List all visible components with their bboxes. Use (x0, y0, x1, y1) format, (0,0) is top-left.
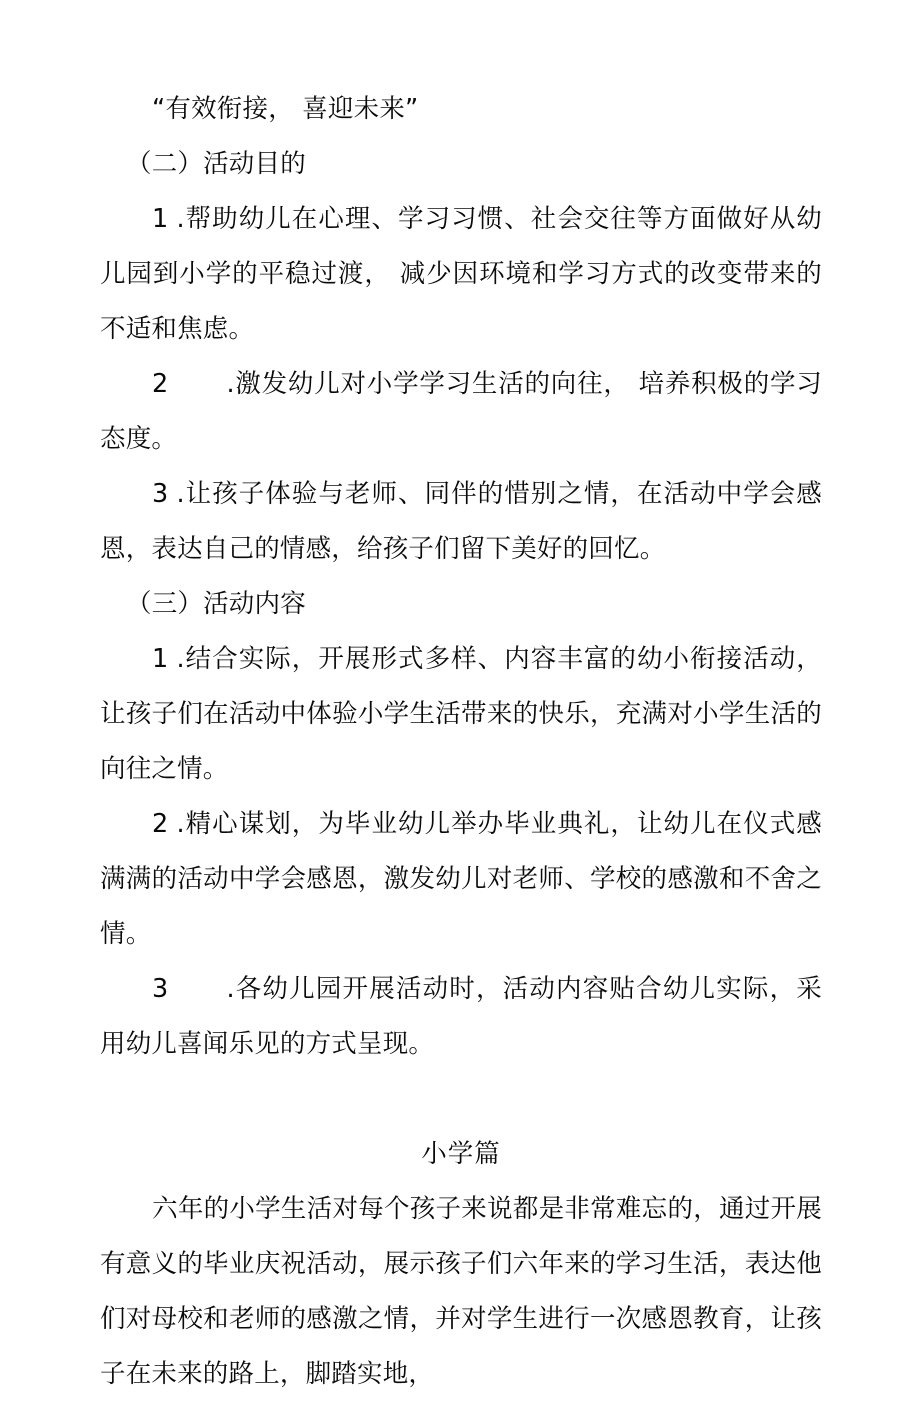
content-2-number: 2 (152, 809, 169, 839)
top-margin-spacer-half (100, 55, 822, 82)
primary-school-paragraph (100, 1182, 822, 1402)
aim-1-number: 1 (152, 204, 169, 234)
aim-item-2 (100, 357, 822, 467)
document-body (100, 0, 822, 1402)
content-item-1 (100, 632, 822, 797)
aim-3-number: 3 (152, 479, 169, 509)
content-item-2 (100, 797, 822, 962)
section-three-heading-text: （三）活动内容 (126, 589, 306, 619)
section-break-spacer (100, 1072, 822, 1127)
aim-3-text: .让孩子体验与老师、同伴的惜别之情，在活动中学会感恩，表达自己的情感，给孩子们留下美好的回忆。 (100, 479, 822, 564)
aim-item-3 (100, 467, 822, 577)
primary-school-paragraph-text: 六年的小学生活对每个孩子来说都是非常难忘的，通过开展有意义的毕业庆祝活动，展示孩子们六年来的学习生活，表达他们对母校和老师的感激之情，并对学生进行一次感恩教育，让孩子在未来的路上，脚踏实地， (100, 1194, 822, 1389)
slogan-line (100, 82, 822, 137)
slogan-text: “有效衔接， 喜迎未来” (152, 94, 419, 124)
content-item-3 (100, 962, 822, 1072)
primary-school-heading: 小学篇 (421, 1139, 501, 1169)
aim-2-text: .激发幼儿对小学学习生活的向往， 培养积极的学习态度。 (100, 369, 822, 454)
content-3-number: 3 (152, 974, 169, 1004)
content-1-text: .结合实际，开展形式多样、内容丰富的幼小衔接活动，让孩子们在活动中体验小学生活带来的快乐，充满对小学生活的向往之情。 (100, 644, 822, 784)
content-2-text: .精心谋划，为毕业幼儿举办毕业典礼，让幼儿在仪式感满满的活动中学会感恩，激发幼儿对老师、学校的感激和不舍之情。 (100, 809, 822, 949)
top-margin-spacer (100, 0, 822, 55)
section-two-heading-text: （二）活动目的 (126, 149, 306, 179)
aim-1-text: .帮助幼儿在心理、学习习惯、社会交往等方面做好从幼儿园到小学的平稳过渡， 减少因环境和学习方式的改变带来的不适和焦虑。 (100, 204, 822, 344)
aim-item-1 (100, 192, 822, 357)
section-three-heading (100, 577, 822, 632)
content-3-text: .各幼儿园开展活动时，活动内容贴合幼儿实际，采用幼儿喜闻乐见的方式呈现。 (100, 974, 822, 1059)
section-two-heading (100, 137, 822, 192)
content-1-number: 1 (152, 644, 169, 674)
aim-2-number: 2 (152, 369, 169, 399)
